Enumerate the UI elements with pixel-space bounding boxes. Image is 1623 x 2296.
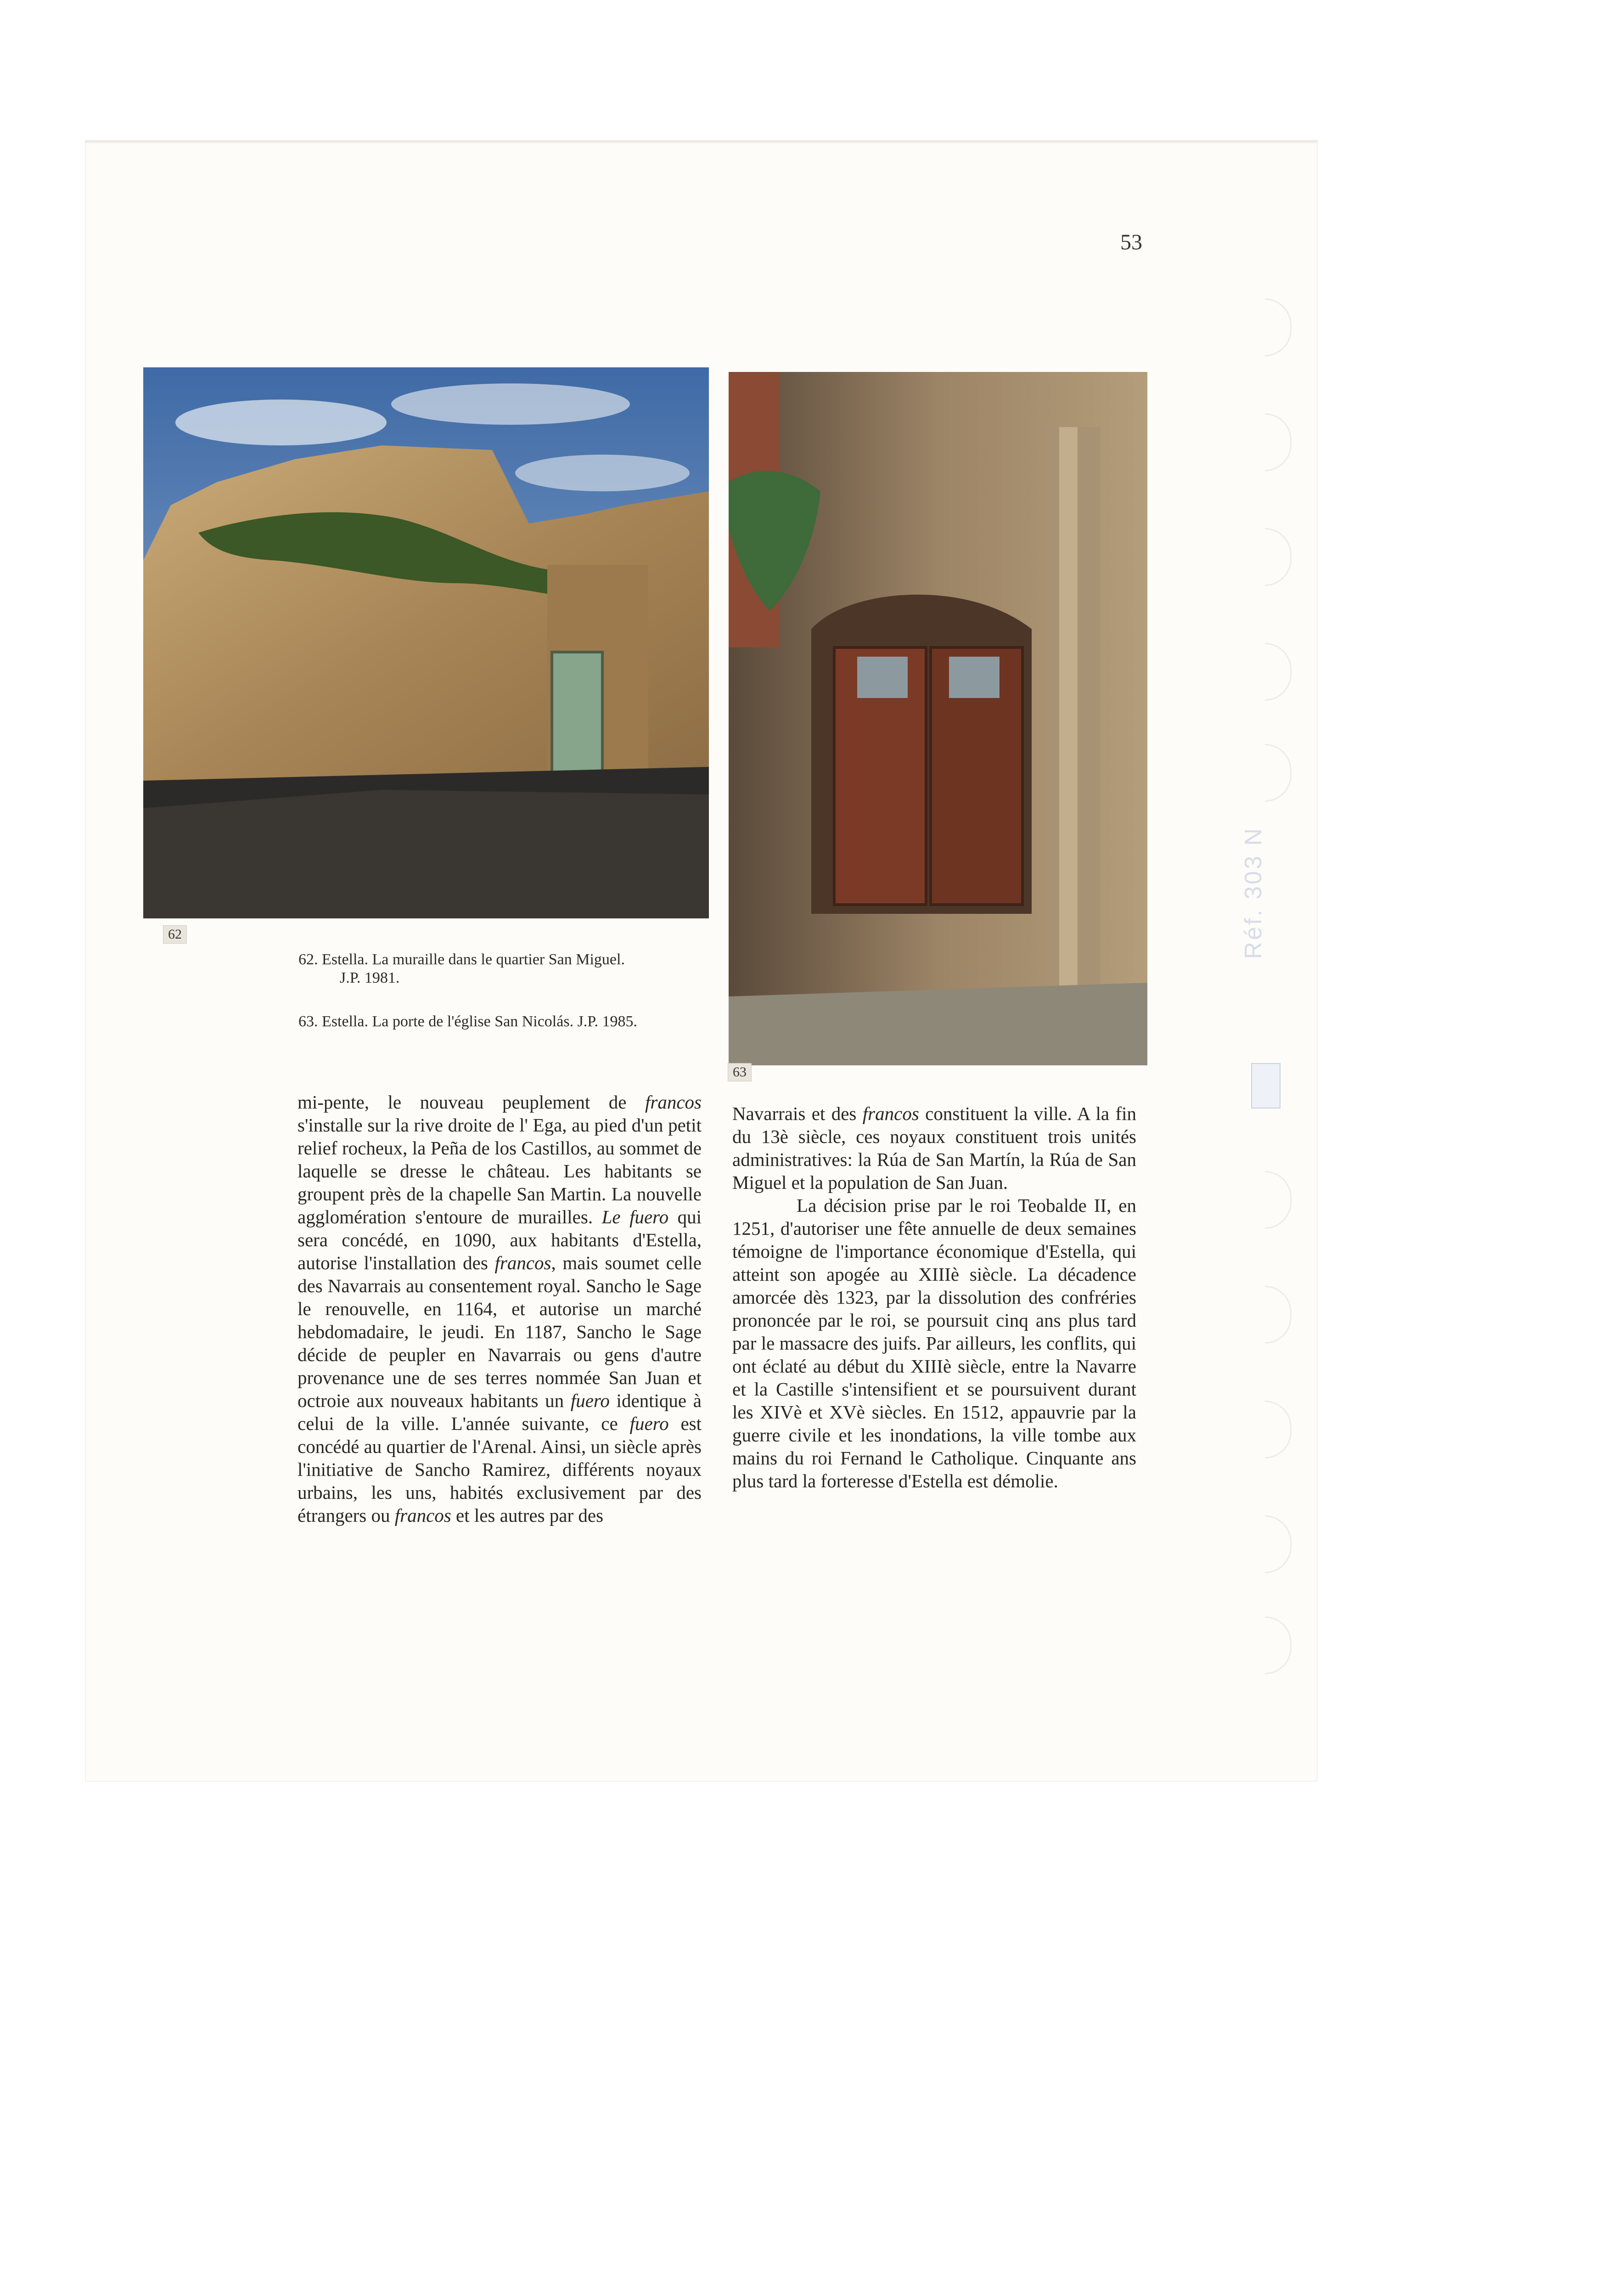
text-run: , mais soumet celle des Navarrais au consentement royal. Sancho le Sage le renouvelle, en 1164, et autorise un marché hebdomadaire, le jeudi. En 1187, Sancho le Sage décide de peupler en Navarrais ou gens d'autre provenance une de ses terres nommée San Juan et octroie aux nouveaux habitants un <box>298 1252 702 1411</box>
paragraph-left <box>298 1091 702 1527</box>
italic-term: francos <box>394 1505 451 1526</box>
text-run: et les autres par des <box>451 1505 604 1526</box>
text-run: La décision prise par le roi Teobalde II, en 1251, d'autoriser une fête annuelle de deux semaines témoigne de l'importance économique d'Estella, qui atteint son apogée au XIIIè siècle. La décadence amorcée dès 1323, par la dissolution des confréries prononcée par le roi, se poursuit cinq ans plus tard par le massacre des juifs. Par ailleurs, les conflits, qui ont éclaté au début du XIIIè siècle, entre la Navarre et la Castille s'intensifient et se poursuivent durant les XIVè et XVè siècles. En 1512, appauvrie par la guerre civile et les inondations, la ville tombe aux mains du roi Fernand le Catholique. Cinquante ans plus tard la forteresse d'Estella est démolie. <box>732 1195 1136 1491</box>
margin-stamp: Réf. 303 N <box>1240 827 1267 959</box>
caption-figure-62 <box>298 951 702 987</box>
italic-term: francos <box>862 1103 919 1124</box>
photo-church-door-image <box>729 372 1147 1065</box>
text-run: s'installe sur la rive droite de l' Ega, au pied d'un petit relief rocheux, la Peña de los Castillos, au sommet de laquelle se dresse le château. Les habitants se groupent près de la chapelle San Martin. La nouvelle agglomération s'entoure de murailles. <box>298 1114 702 1227</box>
text-run: constituent la ville. A la fin du 13è siècle, ces noyaux constituent trois unités administratives: la Rúa de San Martín, la Rúa de San Miguel et la population de San Juan. <box>732 1103 1136 1193</box>
binder-logo <box>1251 1063 1280 1109</box>
photo-city-wall-image <box>143 367 709 918</box>
figure-number-62: 62 <box>163 925 187 944</box>
italic-term: francos <box>494 1252 551 1273</box>
italic-term: fuero <box>570 1390 610 1411</box>
paragraph-right-2 <box>732 1194 1136 1492</box>
caption-62-line1: 62. Estella. La muraille dans le quartier San Miguel. <box>298 951 625 968</box>
italic-term: francos <box>645 1092 702 1113</box>
photo-city-wall <box>143 367 709 918</box>
text-run: est concédé au quartier de l'Arenal. Ainsi, un siècle après l'initiative de Sancho Ramirez, différents noyaux urbains, les uns, habités exclusivement par des étrangers ou <box>298 1413 702 1526</box>
photo-church-door <box>729 372 1147 1065</box>
paragraph-right-1 <box>732 1102 1136 1194</box>
page-number: 53 <box>1120 230 1142 254</box>
italic-term: fuero <box>629 1413 669 1434</box>
text-column-right <box>732 1102 1136 1492</box>
figure-number-63: 63 <box>728 1063 752 1081</box>
italic-term: Le fuero <box>601 1206 669 1227</box>
text-run: mi-pente, le nouveau peuplement de <box>298 1092 645 1113</box>
text-run: Navarrais et des <box>732 1103 863 1124</box>
text-column-left <box>298 1091 702 1527</box>
text-run: qui sera concédé, en 1090, aux habitants d'Estella, autorise l'installation des <box>298 1206 702 1273</box>
text-run: identique à celui de la ville. L'année suivante, ce <box>298 1390 702 1434</box>
caption-figure-63: 63. Estella. La porte de l'église San Nicolás. J.P. 1985. <box>298 1013 637 1030</box>
caption-62-line2: J.P. 1981. <box>340 969 400 986</box>
